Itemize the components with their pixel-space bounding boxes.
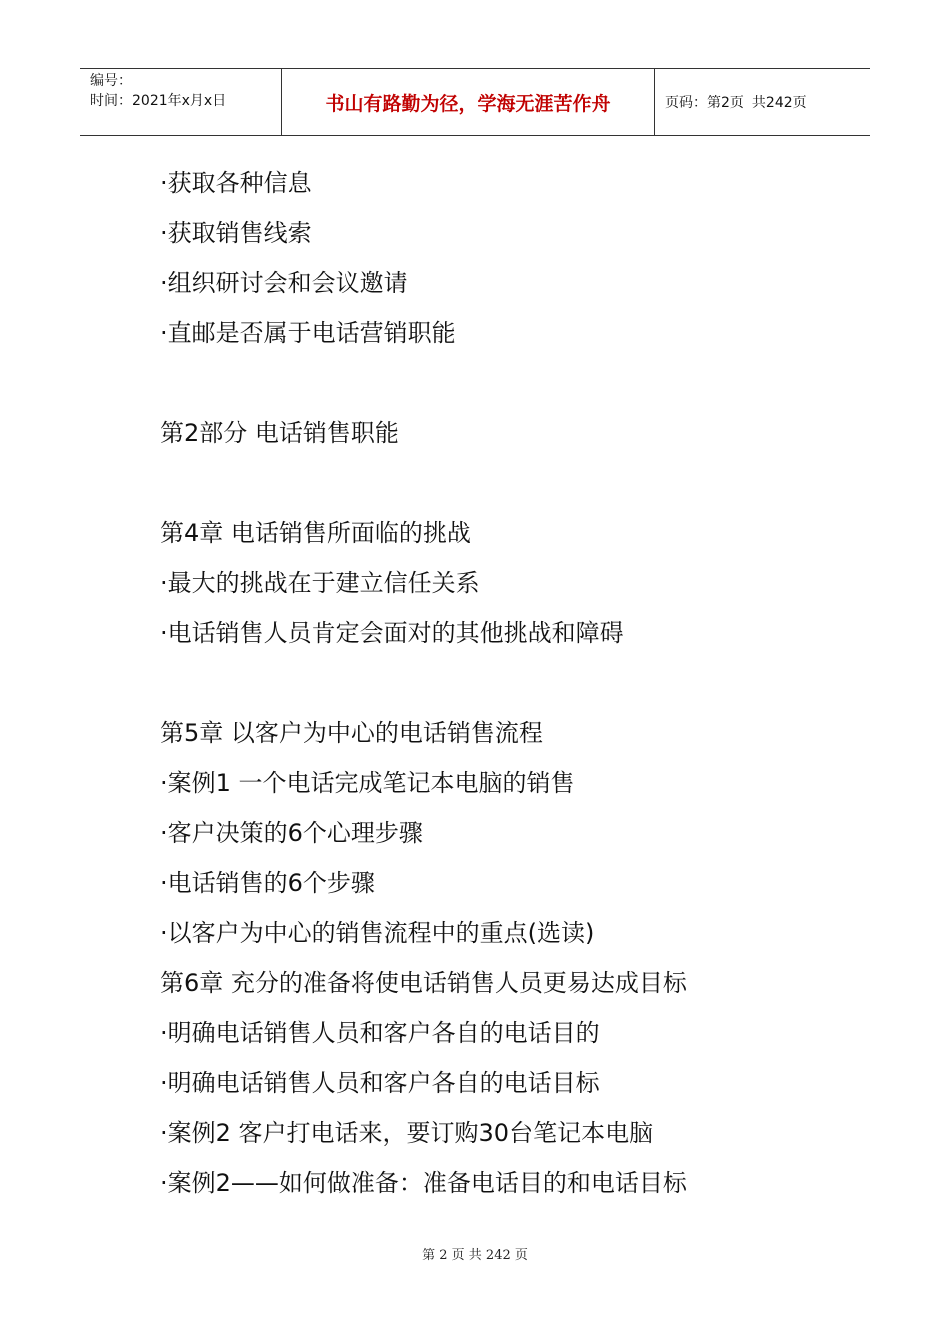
body-line: ·案例1 一个电话完成笔记本电脑的销售	[160, 769, 575, 797]
body-line: ·以客户为中心的销售流程中的重点(选读)	[160, 919, 595, 947]
header-meta	[80, 69, 282, 135]
body-line: ·直邮是否属于电话营销职能	[160, 319, 456, 347]
body-line: ·案例2——如何做准备：准备电话目的和电话目标	[160, 1169, 687, 1197]
chapter-heading: 第5章 以客户为中心的电话销售流程	[160, 719, 543, 747]
body-line: ·案例2 客户打电话来，要订购30台笔记本电脑	[160, 1119, 654, 1147]
header-page-info	[655, 69, 870, 135]
blank-line	[160, 658, 860, 708]
document-body	[160, 158, 860, 1208]
body-line: ·最大的挑战在于建立信任关系	[160, 569, 480, 597]
body-line: ·组织研讨会和会议邀请	[160, 269, 408, 297]
header-motto: 书山有路勤为径，学海无涯苦作舟	[282, 69, 655, 135]
body-line: ·获取各种信息	[160, 169, 312, 197]
page-footer: 第 2 页 共 242 页	[422, 1248, 528, 1263]
blank-line	[160, 458, 860, 508]
body-line: ·明确电话销售人员和客户各自的电话目标	[160, 1069, 600, 1097]
body-line: ·明确电话销售人员和客户各自的电话目的	[160, 1019, 600, 1047]
body-line: ·获取销售线索	[160, 219, 312, 247]
section-heading: 第2部分 电话销售职能	[160, 419, 399, 447]
body-line: ·客户决策的6个心理步骤	[160, 819, 423, 847]
header-page-number: 页码：第2页	[665, 95, 744, 111]
document-number-label: 编号：	[90, 73, 132, 89]
body-line: ·电话销售的6个步骤	[160, 869, 375, 897]
page-header	[80, 68, 870, 136]
header-total-pages: 共242页	[751, 95, 807, 111]
chapter-heading: 第4章 电话销售所面临的挑战	[160, 519, 471, 547]
body-line: ·电话销售人员肯定会面对的其他挑战和障碍	[160, 619, 624, 647]
chapter-heading: 第6章 充分的准备将使电话销售人员更易达成目标	[160, 969, 687, 997]
blank-line	[160, 358, 860, 408]
document-time-label: 时间：2021年x月x日	[90, 93, 227, 109]
